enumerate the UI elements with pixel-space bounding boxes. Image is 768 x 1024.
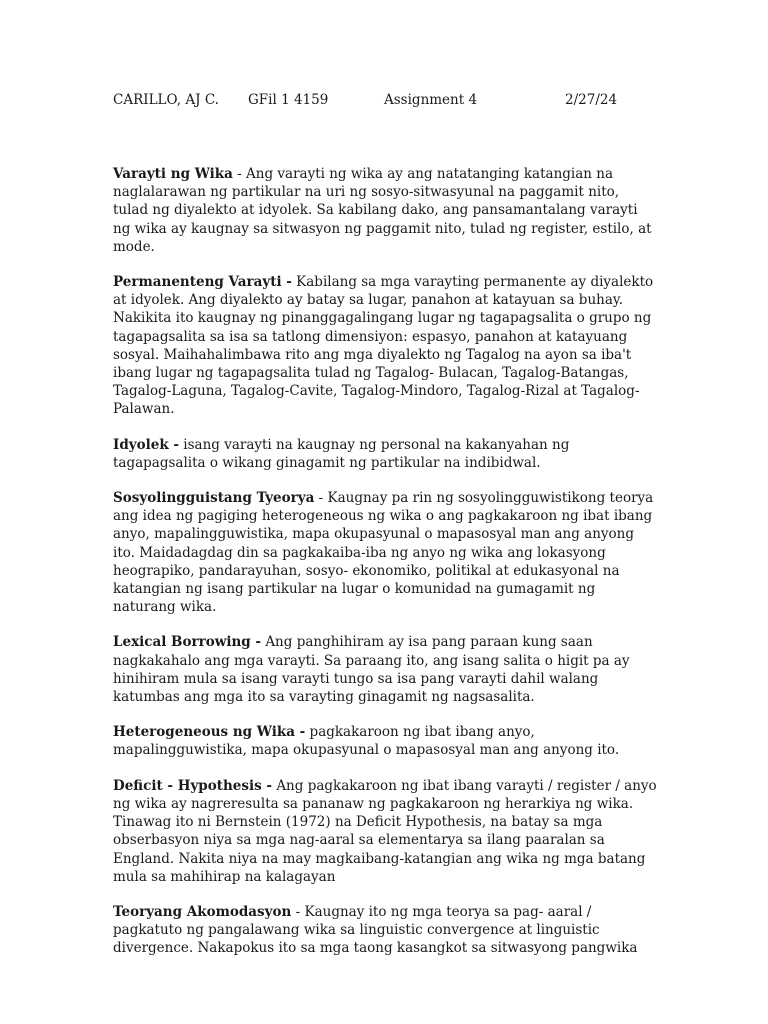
document-header [0,92,768,112]
entry-text: Kaugnay ito ng mga teorya sa pag- aaral / pagkatuto ng pangalawang wika sa linguistic convergence at linguistic divergence. Nakapokus ito sa mga taong kasangkot sa sitwasyong pangwika [113,903,638,957]
entry-term: Idyolek - [113,436,179,453]
entry-teoryang-akomodasyon [113,903,658,958]
entry-separator: - [232,166,247,182]
entry-term: Teoryang Akomodasyon [113,903,292,920]
entry-lexical-borrowing [113,633,658,706]
course-code: GFil 1 4159 [248,92,329,108]
entry-term: Sosyolingguistang Tyeorya [113,490,315,507]
entry-text: Kabilang sa mga varayting permanente ay diyalekto at idyolek. Ang diyalekto ay batay sa lugar, panahon at katayuan sa buhay. Nakikita ito kaugnay ng pinanggagalingang lugar ng tagapagsalita o grupo ng tagapagsalita sa isa sa tatlong dimensiyon: espasyo, panahon at katayuang sosyal. Maihahalimbawa rito ang mga diyalekto ng Tagalog na ayon sa iba't ibang lugar ng tagapagsalita tulad ng Tagalog- Bulacan, Tagalog-Batangas, Tagalog-Laguna, Tagalog-Cavite, Tagalog-Mindoro, Tagalog-Rizal at Tagalog-Palawan. [113,274,654,418]
entry-permanenteng-varayti [113,273,658,419]
entry-idyolek [113,436,658,472]
entry-separator: - [314,490,328,507]
entry-separator: - [291,903,305,920]
entry-term: Permanenteng Varayti - [113,274,292,291]
entry-term: Lexical Borrowing - [113,634,262,651]
document-body [113,165,658,975]
entry-sosyolingguistang-tyeorya [113,489,658,616]
entry-text: Ang pagkakaroon ng ibat ibang varayti / register / anyo ng wika ay nagreresulta sa pananaw ng pagkakaroon ng herarkiya ng wika. Tinawag ito ni Bernstein (1972) na Deficit Hypothesis, na batay sa mga obserbasyon niya sa mga nag-aaral sa elementarya sa ilang paaralan sa England. Nakita niya na may magkaibang-katangian ang wika ng mga batang mula sa mahihirap na kalagayan [113,777,657,885]
entry-deficit-hypothesis [113,777,658,886]
entry-term: Deficit - Hypothesis - [113,777,273,794]
assignment-title: Assignment 4 [384,92,478,108]
entry-term: Heterogeneous ng Wika - [113,724,306,741]
entry-text: pagkakaroon ng ibat ibang anyo, mapalingguwistika, mapa okupasyunal o mapasosyal man ang anyong ito. [113,724,620,759]
entry-varayti-ng-wika [113,165,658,256]
entry-text: Ang panghihiram ay isa pang paraan kung saan nagkakahalo ang mga varayti. Sa paraang ito, ang isang salita o higit pa ay hinihiram mula sa isang varayti tungo sa isa pang varayti dahil walang katumbas ang mga ito sa varayting ginagamit ng nagsasalita. [113,634,630,706]
assignment-date: 2/27/24 [565,92,618,108]
entry-term: Varayti ng Wika [113,166,233,182]
student-name: CARILLO, AJ C. [113,92,219,108]
entry-text: isang varayti na kaugnay ng personal na kakanyahan ng tagapagsalita o wikang ginagamit ng partikular na indibidwal. [113,436,570,471]
entry-text: Kaugnay pa rin ng sosyolingguwistikong teorya ang idea ng pagiging heterogeneous ng wika o ang pagkakaroon ng ibat ibang anyo, mapalingguwistika, mapa okupasyunal o mapasosyal man ang anyong ito. Maidadagdag din sa pagkakaiba-iba ng anyo ng wika ang lokasyong heograpiko, pandarayuhan, sosyo- ekonomiko, politikal at edukasyonal na katangian ng isang partikular na lugar o komunidad na gumagamit ng naturang wika. [113,490,654,616]
entry-heterogeneous-ng-wika [113,723,658,759]
entry-text: Ang varayti ng wika ay ang natatanging katangian na naglalarawan ng partikular na uri ng sosyo-sitwasyunal na paggamit nito, tulad ng diyalekto at idyolek. Sa kabilang dako, ang pansamantalang varayti ng wika ay kaugnay sa sitwasyon ng paggamit nito, tulad ng register, estilo, at mode. [113,166,652,255]
